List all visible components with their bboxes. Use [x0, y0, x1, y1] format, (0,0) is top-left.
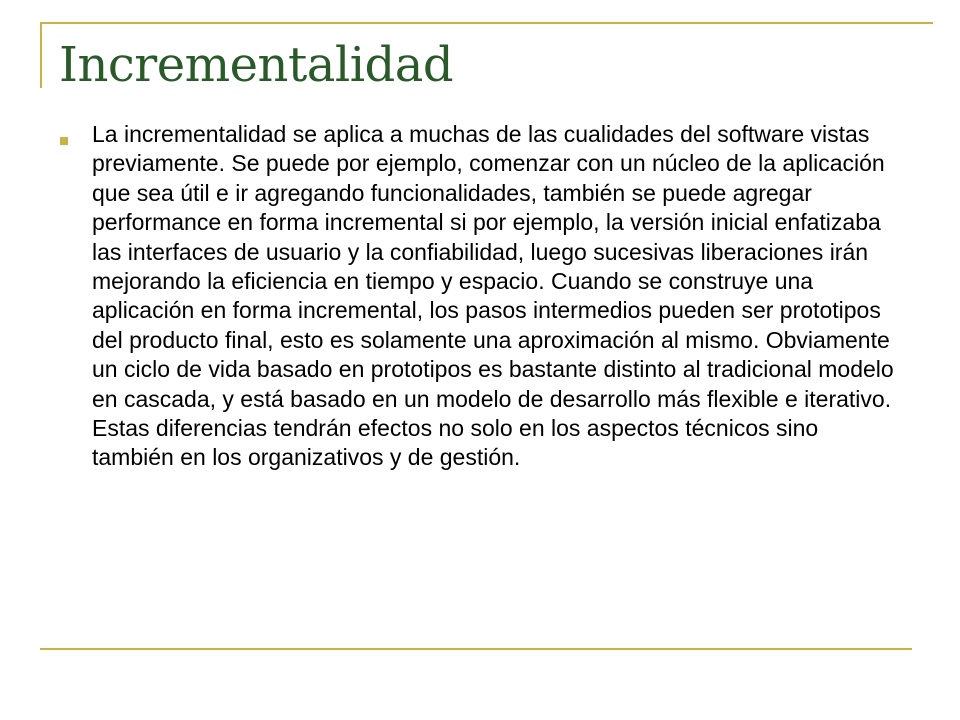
bullet-text: La incrementalidad se aplica a muchas de las cualidades del software vistas previamente. Se puede por ejemplo, comenzar con un núcleo de la aplicación que sea útil e ir agregando funcionalidades, también se puede agregar performance en forma incremental si por ejemplo, la versión inicial enfatizaba las interfaces de usuario y la confiabilidad, luego sucesivas liberaciones irán mejorando la eficiencia en tiempo y espacio. Cuando se construye una aplicación en forma incremental, los pasos intermedios pueden ser prototipos del producto final, esto es solamente una aproximación al mismo. Obviamente un ciclo de vida basado en prototipos es bastante distinto al tradicional modelo en cascada, y está basado en un modelo de desarrollo más flexible e iterativo. Estas diferencias tendrán efectos no solo en los aspectos técnicos sino también en los organizativos y de gestión. — [92, 121, 894, 471]
bullet-list — [60, 120, 920, 473]
left-divider-line — [40, 22, 42, 88]
bottom-divider-line — [40, 648, 912, 650]
square-bullet-icon — [60, 137, 68, 145]
bullet-item — [60, 120, 920, 473]
slide-title: Incrementalidad — [59, 37, 454, 93]
top-divider-line — [40, 22, 933, 24]
